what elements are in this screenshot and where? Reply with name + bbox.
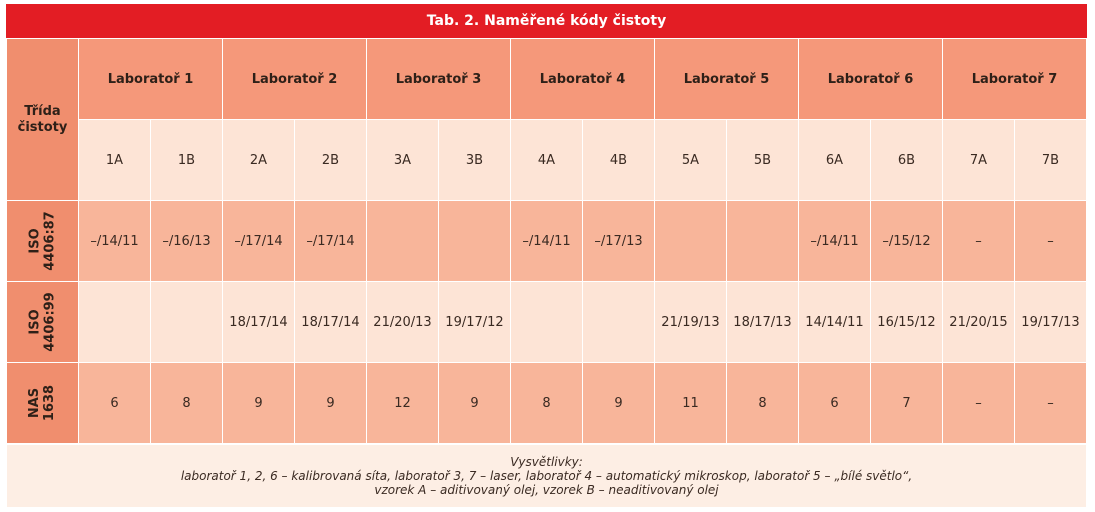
table-cell: –/17/13 (583, 201, 655, 282)
lab-header: Laboratoř 7 (943, 39, 1087, 120)
notes-line: vzorek A – aditivovaný olej, vzorek B – neaditivovaný olej (374, 483, 719, 497)
table-cell: 18/17/13 (727, 282, 799, 363)
lab-header-row (7, 39, 1087, 120)
sample-header: 3B (439, 120, 511, 201)
lab-header: Laboratoř 4 (511, 39, 655, 120)
table-cell: 21/20/13 (367, 282, 439, 363)
table-cell: –/17/14 (295, 201, 367, 282)
table-cell: 9 (223, 363, 295, 444)
table-cell: 9 (583, 363, 655, 444)
sample-header: 5B (727, 120, 799, 201)
table-cell: –/17/14 (223, 201, 295, 282)
table-cell: – (1015, 363, 1087, 444)
sample-header: 4B (583, 120, 655, 201)
table-cell (727, 201, 799, 282)
sample-header: 7B (1015, 120, 1087, 201)
row-label-line1: ISO (27, 228, 43, 254)
table-row-iso-99 (7, 282, 1087, 363)
sample-header: 4A (511, 120, 583, 201)
table-row-nas-1638 (7, 363, 1087, 444)
table-cell: –/15/12 (871, 201, 943, 282)
table-row-iso-87 (7, 201, 1087, 282)
table-footnotes (6, 444, 1087, 508)
sample-header: 6A (799, 120, 871, 201)
sample-header: 1A (79, 120, 151, 201)
corner-label-line2: čistoty (17, 119, 68, 135)
table-cell (79, 282, 151, 363)
row-header (7, 282, 79, 363)
sample-header: 3A (367, 120, 439, 201)
table-cell: 21/20/15 (943, 282, 1015, 363)
lab-header: Laboratoř 2 (223, 39, 367, 120)
row-label-line1: NAS (27, 387, 43, 419)
table-cell: 19/17/13 (1015, 282, 1087, 363)
table-cell: 8 (511, 363, 583, 444)
table-cell (439, 201, 511, 282)
table-cell: 9 (439, 363, 511, 444)
row-label-line2: 1638 (42, 384, 58, 422)
corner-header (7, 39, 79, 201)
lab-header: Laboratoř 5 (655, 39, 799, 120)
table-cell: –/14/11 (799, 201, 871, 282)
table-container (6, 4, 1087, 506)
notes-line: laboratoř 1, 2, 6 – kalibrovaná síta, laboratoř 3, 7 – laser, laboratoř 4 – automatický mikroskop, laboratoř 5 – „bílé světlo“, (180, 469, 913, 483)
row-header (7, 363, 79, 444)
table-cell: 8 (151, 363, 223, 444)
sample-header: 5A (655, 120, 727, 201)
table-cell: – (1015, 201, 1087, 282)
sample-header: 7A (943, 120, 1015, 201)
table-cell (511, 282, 583, 363)
table-cell: 8 (727, 363, 799, 444)
notes-heading: Vysvětlivky: (510, 455, 583, 469)
table-cell (655, 201, 727, 282)
table-cell: –/14/11 (511, 201, 583, 282)
cleanliness-table (6, 38, 1087, 444)
table-title: Tab. 2. Naměřené kódy čistoty (6, 4, 1087, 38)
lab-header: Laboratoř 3 (367, 39, 511, 120)
table-cell: 6 (799, 363, 871, 444)
lab-header: Laboratoř 6 (799, 39, 943, 120)
table-cell (367, 201, 439, 282)
corner-label-line1: Třída (24, 103, 61, 119)
table-cell: 12 (367, 363, 439, 444)
row-header (7, 201, 79, 282)
table-cell: 7 (871, 363, 943, 444)
table-cell: 14/14/11 (799, 282, 871, 363)
table-cell: 19/17/12 (439, 282, 511, 363)
table-cell: 9 (295, 363, 367, 444)
table-cell: – (943, 201, 1015, 282)
table-cell: 16/15/12 (871, 282, 943, 363)
row-label-line1: ISO (27, 309, 43, 335)
table-cell: –/14/11 (79, 201, 151, 282)
table-cell: 21/19/13 (655, 282, 727, 363)
table-cell: –/16/13 (151, 201, 223, 282)
row-label-line2: 4406:87 (42, 211, 58, 271)
table-cell: 6 (79, 363, 151, 444)
table-cell: 18/17/14 (223, 282, 295, 363)
table-cell: – (943, 363, 1015, 444)
lab-header: Laboratoř 1 (79, 39, 223, 120)
table-cell (151, 282, 223, 363)
sample-header: 2B (295, 120, 367, 201)
sample-header-row (7, 120, 1087, 201)
table-cell: 11 (655, 363, 727, 444)
sample-header: 6B (871, 120, 943, 201)
table-cell: 18/17/14 (295, 282, 367, 363)
table-cell (583, 282, 655, 363)
sample-header: 1B (151, 120, 223, 201)
row-label-line2: 4406:99 (42, 292, 58, 352)
sample-header: 2A (223, 120, 295, 201)
